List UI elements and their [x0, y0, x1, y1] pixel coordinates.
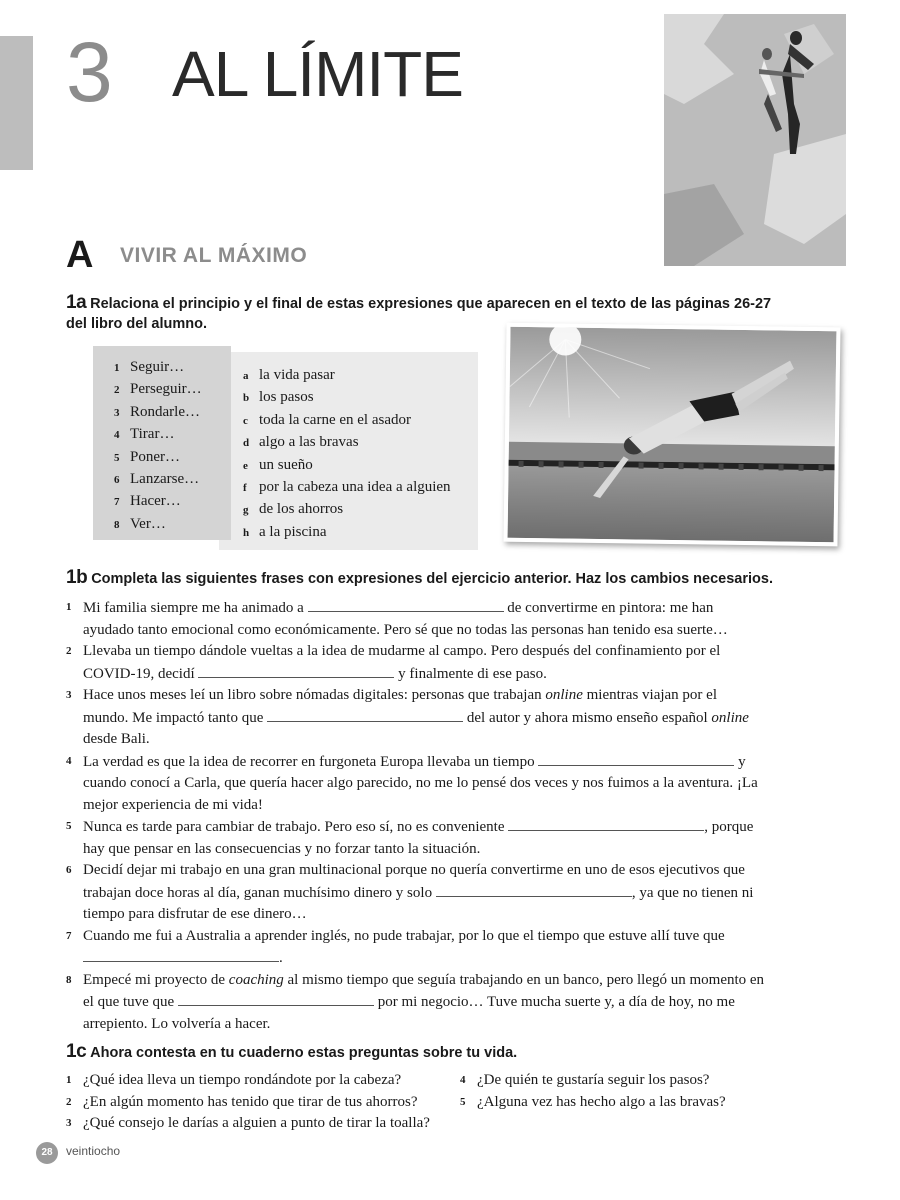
item-letter: b	[243, 392, 250, 405]
list-item	[114, 514, 202, 536]
item-letter: h	[243, 526, 250, 539]
sentence-item	[66, 860, 766, 926]
item-letter: g	[243, 504, 249, 517]
answer-blank[interactable]	[436, 882, 632, 897]
item-letter: d	[243, 437, 250, 450]
list-item	[114, 379, 202, 401]
questions-left	[66, 1070, 430, 1135]
question-text: ¿En algún momento has tenido que tirar de tus ahorros?	[83, 1093, 418, 1110]
sentence-text: , ya que no tienen ni tiempo para disfrutar de ese dinero…	[83, 884, 754, 922]
answer-blank[interactable]	[267, 707, 463, 722]
sentence-text: , porque hay que pensar en las consecuencias y no forzar tanto la situación.	[83, 819, 754, 857]
question-item	[66, 1113, 430, 1135]
question-text: ¿De quién te gustaría seguir los pasos?	[477, 1072, 710, 1088]
item-number: 6	[66, 864, 72, 876]
sentences-list	[66, 597, 766, 1035]
item-letter: c	[243, 414, 248, 427]
question-text: ¿Qué consejo le darías a alguien a punto de tirar la toalla?	[83, 1115, 430, 1131]
exercise-instruction: Ahora contesta en tu cuaderno estas preguntas sobre tu vida.	[90, 1045, 518, 1061]
answer-blank[interactable]	[198, 663, 394, 678]
sentence-italic: online	[545, 687, 583, 703]
sentence-text: desde Bali.	[83, 731, 150, 747]
question-text: ¿Qué idea lleva un tiempo rondándote por la cabeza?	[83, 1072, 402, 1088]
exercise-number: 1b	[66, 567, 88, 588]
sentence-item	[66, 751, 766, 817]
item-text: la vida pasar	[259, 367, 335, 383]
list-item	[243, 387, 451, 409]
sentence-item	[66, 597, 766, 641]
item-number: 3	[66, 1117, 72, 1129]
sentence-text: La verdad es que la idea de recorrer en furgoneta Europa llevaba un tiempo	[83, 753, 535, 770]
question-item	[460, 1070, 726, 1092]
item-text: un sueño	[259, 456, 313, 473]
item-number: 8	[114, 518, 120, 531]
sentence-item	[66, 970, 766, 1036]
exercise-number: 1a	[66, 292, 87, 313]
endings-list	[243, 365, 451, 544]
item-text: a la piscina	[259, 523, 327, 540]
item-text: algo a las bravas	[259, 434, 359, 451]
item-number: 2	[66, 1095, 72, 1108]
sentence-italic: online	[711, 709, 749, 726]
item-letter: f	[243, 482, 247, 495]
list-item	[243, 499, 451, 521]
item-text: Poner…	[130, 448, 180, 465]
item-letter: e	[243, 459, 248, 472]
list-item	[114, 447, 202, 469]
item-number: 8	[66, 973, 72, 986]
sentence-text: del autor y ahora mismo enseño español	[466, 709, 708, 726]
sentence-text: Empecé mi proyecto de	[83, 971, 226, 988]
sentence-text: Mi familia siempre me ha animado a	[83, 600, 304, 616]
item-number: 4	[114, 429, 120, 442]
exercise-instruction: Relaciona el principio y el final de estas expresiones que aparecen en el texto de las páginas 26-27 del libro del alumno.	[66, 296, 772, 332]
questions-right	[460, 1070, 726, 1113]
sentence-text: Hace unos meses leí un libro sobre nómadas digitales: personas que trabajan	[83, 687, 542, 703]
unit-title: AL LÍMITE	[172, 38, 463, 110]
sentence-item	[66, 816, 766, 860]
item-number: 2	[114, 384, 120, 397]
item-text: por la cabeza una idea a alguien	[259, 479, 451, 496]
sentence-text: Cuando me fui a Australia a aprender inglés, no pude trabajar, por lo que el tiempo que estuve allí tuve que	[83, 927, 725, 944]
item-text: Lanzarse…	[130, 471, 200, 488]
sentence-text: y cuando conocí a Carla, que quería hacer algo parecido, no me lo pensé dos veces y nos fuimos a la aventura. ¡La mejor experiencia de mi vida!	[83, 753, 758, 813]
page-number-word: veintiocho	[66, 1144, 121, 1158]
list-item	[114, 469, 202, 491]
item-text: Rondarle…	[130, 403, 200, 420]
beginnings-list	[114, 357, 202, 536]
item-text: Seguir…	[130, 359, 185, 375]
item-number: 7	[114, 496, 120, 509]
item-number: 4	[460, 1074, 466, 1086]
answer-blank[interactable]	[508, 816, 704, 831]
item-number: 6	[114, 474, 120, 487]
question-text: ¿Alguna vez has hecho algo a las bravas?	[477, 1093, 726, 1110]
sentence-item	[66, 926, 766, 970]
sentence-text: de convertirme en pintora: me han ayudado tanto emocional como económicamente. Pero sé que no todas las personas han tenido esa suerte…	[83, 600, 728, 638]
sentence-item	[66, 685, 766, 751]
item-text: toda la carne en el asador	[259, 411, 411, 428]
sentence-text: Decidí dejar mi trabajo en una gran multinacional porque no quería convertirme en uno de esos ejecutivos que trabajan doce horas al día, ganan muchísimo dinero y solo	[83, 862, 745, 901]
item-text: Hacer…	[130, 493, 181, 510]
page-number-badge: 28	[36, 1142, 58, 1164]
question-item	[66, 1070, 430, 1092]
sentence-text: al mismo tiempo que seguía trabajando en un banco, pero llegó un momento en el que tuve que	[83, 971, 765, 1010]
item-number: 4	[66, 754, 72, 767]
list-item	[114, 357, 202, 379]
sentence-text: Llevaba un tiempo dándole vueltas a la idea de mudarme al campo. Pero después del confinamiento por el COVID-19, decidí	[83, 643, 721, 682]
section-letter: A	[66, 234, 94, 276]
sentence-text: por mi negocio… Tuve mucha suerte y, a día de hoy, no me arrepiento. Lo volvería a hacer.	[83, 994, 735, 1032]
sentence-italic: coaching	[228, 971, 284, 988]
exercise-instruction: Completa las siguientes frases con expresiones del ejercicio anterior. Haz los cambios necesarios.	[91, 571, 773, 587]
answer-blank[interactable]	[83, 947, 279, 962]
sentence-text: mientras viajan por el mundo. Me impactó tanto que	[83, 687, 717, 726]
photo-wall-figures	[664, 14, 846, 266]
list-item	[243, 410, 451, 432]
answer-blank[interactable]	[538, 751, 734, 766]
item-number: 5	[66, 820, 72, 832]
item-text: Tirar…	[130, 426, 175, 443]
exercise-1b-heading	[66, 568, 866, 589]
question-item	[66, 1092, 430, 1114]
item-number: 3	[114, 406, 120, 419]
list-item	[243, 455, 451, 477]
item-text: los pasos	[259, 389, 314, 406]
list-item	[114, 402, 202, 424]
item-text: de los ahorros	[259, 501, 344, 518]
list-item	[243, 365, 451, 387]
item-number: 1	[66, 1074, 72, 1086]
item-text: Ver…	[130, 515, 166, 532]
item-number: 2	[66, 645, 72, 657]
exercise-number: 1c	[66, 1041, 87, 1062]
sentence-text: Nunca es tarde para cambiar de trabajo. Pero eso sí, no es conveniente	[83, 819, 505, 835]
answer-blank[interactable]	[178, 991, 374, 1006]
sentence-text: y finalmente di ese paso.	[398, 665, 547, 682]
item-letter: a	[243, 370, 249, 382]
item-number: 1	[66, 601, 72, 613]
sentence-text: .	[279, 950, 283, 966]
item-number: 1	[114, 362, 120, 374]
list-item	[243, 432, 451, 454]
list-item	[114, 424, 202, 446]
item-number: 3	[66, 689, 72, 701]
unit-number: 3	[66, 25, 113, 119]
item-number: 5	[114, 451, 120, 464]
list-item	[243, 477, 451, 499]
sentence-item	[66, 641, 766, 685]
section-title: VIVIR AL MÁXIMO	[120, 244, 308, 267]
question-item	[460, 1092, 726, 1114]
list-item	[114, 491, 202, 513]
photo-diver	[503, 323, 840, 547]
exercise-1c-heading	[66, 1042, 766, 1063]
answer-blank[interactable]	[308, 597, 504, 612]
item-number: 5	[460, 1095, 466, 1108]
item-text: Perseguir…	[130, 381, 202, 398]
item-number: 7	[66, 929, 72, 942]
side-color-bar	[0, 36, 33, 170]
list-item	[243, 522, 451, 544]
